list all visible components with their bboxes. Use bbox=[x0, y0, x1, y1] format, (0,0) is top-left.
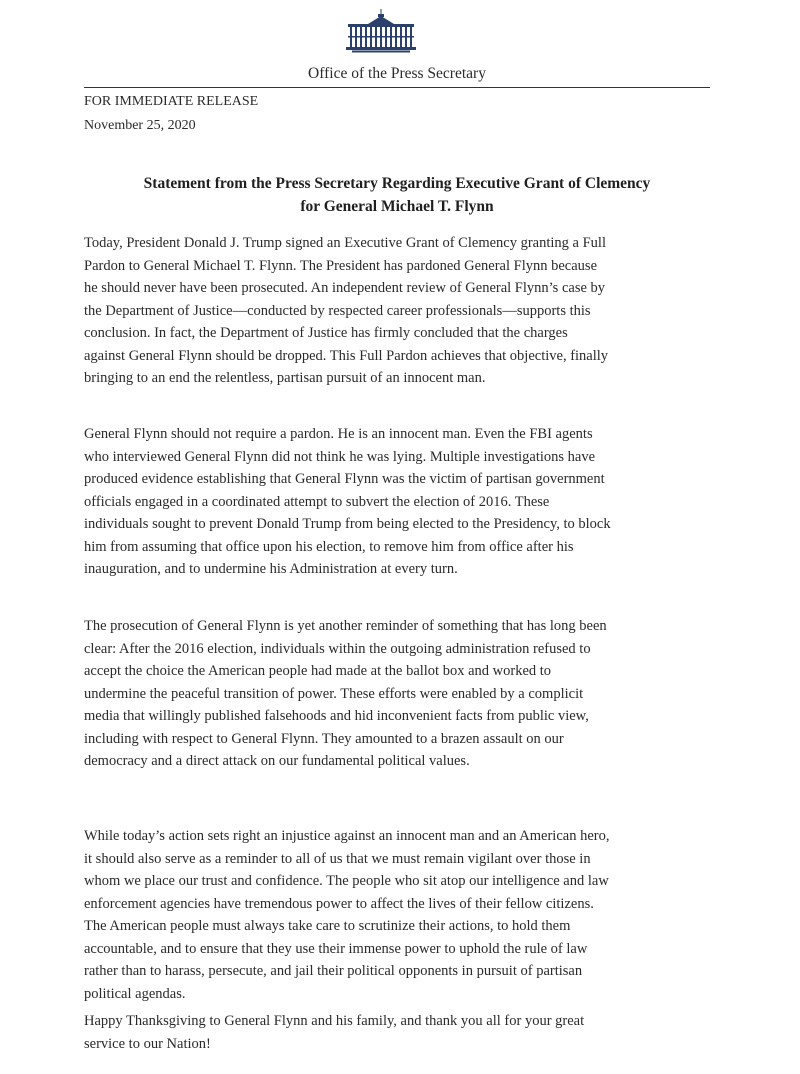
office-name: Office of the Press Secretary bbox=[308, 65, 486, 82]
paragraph: General Flynn should not require a pardon. He is an innocent man. Even the FBI agents who interviewed General Flynn did not think he was lying. Multiple investigations have produced evidence establishing that General Flynn was the victim of partisan government officials engaged in a coordinated attempt to subvert the election of 2016. These individuals sought to prevent Donald Trump from being elected to the Presidency, to block him from assuming that office upon his election, to remove him from office after his inauguration, and to undermine his Administration at every turn. bbox=[84, 426, 611, 577]
paragraph: Happy Thanksgiving to General Flynn and his family, and thank you all for your great service to our Nation! bbox=[84, 1013, 585, 1052]
statement-title: Statement from the Press Secretary Regarding Executive Grant of Clemency for General Michael T. Flynn bbox=[143, 175, 651, 215]
paragraph: The prosecution of General Flynn is yet another reminder of something that has long been clear: After the 2016 election, individuals within the outgoing administration refused to accept the choice the American people had made at the ballot box and worked to undermine the peaceful transition of power. These efforts were enabled by a complicit media that willingly published falsehoods and hid inconvenient facts from public view, including with respect to General Flynn. They amounted to a brazen assault on our democracy and a direct attack on our fundamental political values. bbox=[84, 618, 607, 769]
release-date: November 25, 2020 bbox=[84, 118, 196, 133]
release-label: FOR IMMEDIATE RELEASE bbox=[84, 94, 259, 109]
header-divider bbox=[84, 87, 710, 88]
paragraph: While today’s action sets right an injustice against an innocent man and an American hero, it should also serve as a reminder to all of us that we must remain vigilant over those in whom we place our trust and confidence. The people who sit atop our intelligence and law enforcement agencies have tremendous power to affect the lives of their fellow citizens. The American people must always take care to scrutinize their actions, to hold them accountable, and to ensure that they use their immense power to uphold the rule of law rather than to harass, persecute, and jail their political opponents in pursuit of partisan political agendas. bbox=[84, 828, 610, 1002]
white-house-icon bbox=[346, 8, 416, 54]
paragraph: Today, President Donald J. Trump signed an Executive Grant of Clemency granting a Full Pardon to General Michael T. Flynn. The President has pardoned General Flynn because he should never have been prosecuted. An independent review of General Flynn’s case by the Department of Justice—conducted by respected career professionals—supports this conclusion. In fact, the Department of Justice has firmly concluded that the charges against General Flynn should be dropped. This Full Pardon achieves that objective, finally bringing to an end the relentless, partisan pursuit of an innocent man. bbox=[84, 235, 609, 386]
